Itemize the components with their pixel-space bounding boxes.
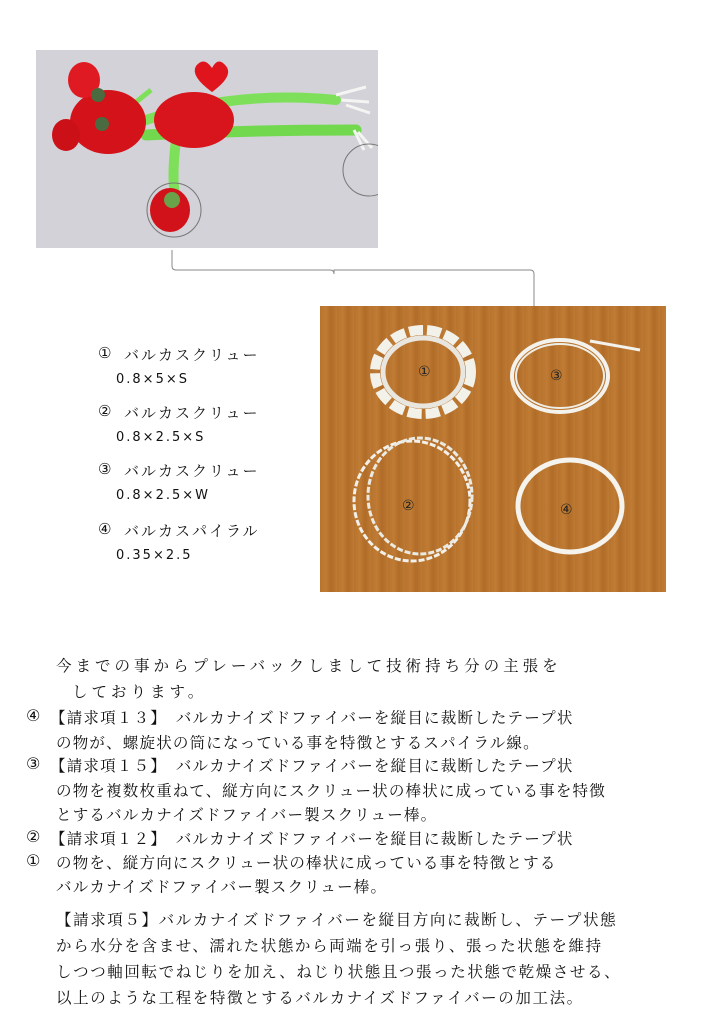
intro-line-1: 今までの事からプレーバックしまして技術持ち分の主張を <box>56 657 562 675</box>
photo-mark-4: ④ <box>560 502 573 518</box>
label-4-num: ④ <box>98 520 114 538</box>
claim-5-line-2: から水分を含ませ、濡れた状態から両端を引っ張り、張った状態を維持 <box>56 937 603 955</box>
claim-13-line-2: の物が、螺旋状の筒になっている事を特徴とするスパイラル線。 <box>56 734 540 752</box>
photo-mark-1: ① <box>418 364 431 380</box>
label-3-num: ③ <box>98 460 114 478</box>
label-1-name: バルカスクリュー <box>124 346 260 364</box>
claim-15-line-2: の物を複数枚重ねて、縦方向にスクリュー状の棒状に成っている事を特徴 <box>56 782 606 800</box>
claim-12-line-1: 【請求項１２】 バルカナイズドファイバーを縦目に裁断したテープ状 <box>50 830 574 848</box>
label-2-spec: 0.8×2.5×S <box>116 430 206 445</box>
fiber-rings-photo <box>320 306 666 592</box>
label-3-name: バルカスクリュー <box>124 462 260 480</box>
claim-12-line-2: の物を、縦方向にスクリュー状の棒状に成っている事を特徴とする <box>56 854 557 872</box>
label-4-spec: 0.35×2.5 <box>116 548 193 563</box>
label-1-num: ① <box>98 344 114 362</box>
label-1-spec: 0.8×5×S <box>116 372 189 387</box>
claim-12-line-3: バルカナイズドファイバー製スクリュー棒。 <box>56 878 388 896</box>
claim-12-marker: ② <box>26 827 41 846</box>
photo-mark-2: ② <box>402 498 415 514</box>
claim-5-line-1: 【請求項５】バルカナイズドファイバーを縦目方向に裁断し、テープ状態 <box>56 911 618 929</box>
rings-illustration <box>320 306 666 592</box>
claim-5-line-3: しつつ軸回転でねじりを加え、ねじり状態且つ張った状態で乾燥させる、 <box>56 963 622 981</box>
label-4-name: バルカスパイラル <box>124 522 260 540</box>
claim-13-marker: ④ <box>26 706 41 725</box>
photo-mark-3: ③ <box>550 368 563 384</box>
claim-5-line-4: 以上のような工程を特徴とするバルカナイズドファイバーの加工法。 <box>56 989 584 1007</box>
claim-15-marker: ③ <box>26 754 41 773</box>
claim-15-line-3: とするバルカナイズドファイバー製スクリュー棒。 <box>56 806 438 824</box>
claim-13-line-1: 【請求項１３】 バルカナイズドファイバーを縦目に裁断したテープ状 <box>50 709 574 727</box>
claim-12b-marker: ① <box>26 851 41 870</box>
claim-15-line-1: 【請求項１５】 バルカナイズドファイバーを縦目に裁断したテープ状 <box>50 757 574 775</box>
label-3-spec: 0.8×2.5×W <box>116 488 210 503</box>
intro-line-2: しております。 <box>72 683 208 701</box>
label-2-name: バルカスクリュー <box>124 404 260 422</box>
label-2-num: ② <box>98 402 114 420</box>
